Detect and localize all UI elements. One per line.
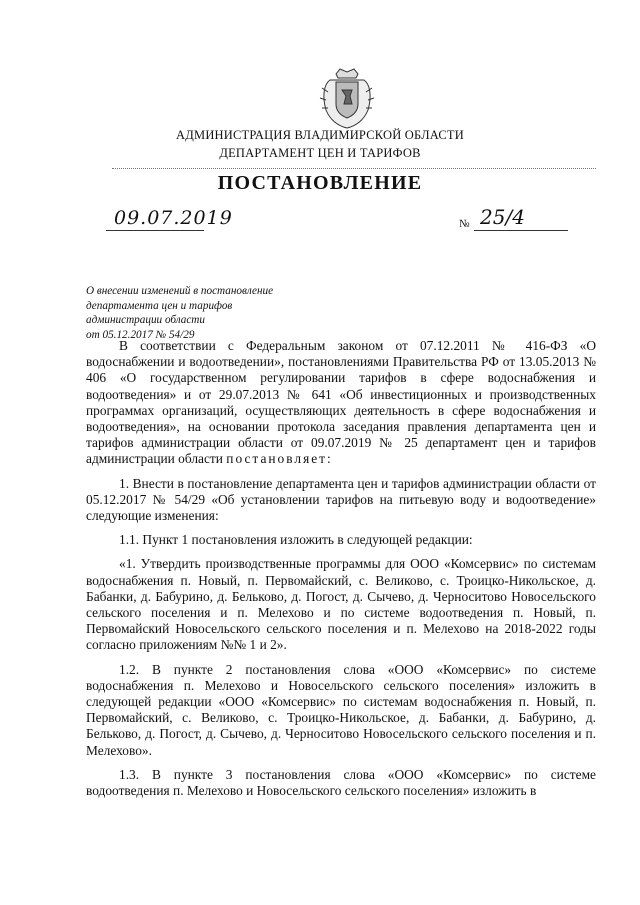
- document-body: [86, 338, 596, 807]
- department-name: ДЕПАРТАМЕНТ ЦЕН И ТАРИФОВ: [219, 146, 421, 160]
- body-paragraph: 1. Внести в постановление департамента цен и тарифов администрации области от 05.12.2017 № 54/29 «Об установлении тарифов на питьевую воду и водоотведение» следующие изменения:: [86, 475, 596, 524]
- coat-of-arms-emblem: [316, 66, 378, 130]
- document-type-title: ПОСТАНОВЛЕНИЕ: [217, 172, 423, 194]
- preamble-text: В соответствии с Федеральным законом от 07.12.2011 № 416-ФЗ «О водоснабжении и водоотведении», постановлениями Правительства РФ от 13.05.2013 № 406 «О государственном регулировании тарифов в сфере водоснабжения и водоотведения» и от 29.07.2013 № 641 «Об инвестиционных и производственных программах организаций, осуществляющих деятельность в сфере водоснабжения и водоотведения», на основании протокола заседания правления департамента цен и тарифов администрации области от 09.07.2019 № 25 департамент цен и тарифов администрации области: [86, 338, 596, 467]
- subject-line: от 05.12.2017 № 54/29: [86, 328, 195, 341]
- subject-line: администрации области: [86, 314, 205, 326]
- body-paragraph: 1.1. Пункт 1 постановления изложить в следующей редакции:: [119, 532, 473, 548]
- document-subject: [86, 284, 273, 342]
- document-number: 25/4: [480, 205, 525, 229]
- body-paragraph: 1.3. В пункте 3 постановления слова «ООО «Комсервис» по системе водоотведения п. Мелехово и Новосельского сельского поселения» изложить в: [86, 766, 596, 799]
- number-underline: [474, 230, 568, 231]
- organization-name: АДМИНИСТРАЦИЯ ВЛАДИМИРСКОЙ ОБЛАСТИ: [176, 128, 464, 142]
- resolves-word: постановляет:: [226, 451, 333, 467]
- body-paragraph: «1. Утвердить производственные программы для ООО «Комсервис» по системам водоснабжения п. Новый, п. Первомайский, с. Великово, с. Троицко-Никольское, д. Бабанки, д. Бабурино, д. Бельково, д. Погост, д. Сычево, д. Черноситово Новосельского сельского поселения и п. Мелехово и по системе водоотведения п. Новый, п. Первомайский Новосельского сельского поселения и п. Мелехово на 2018-2022 годы согласно приложениям №№ 1 и 2».: [86, 556, 596, 653]
- number-label: №: [459, 218, 470, 230]
- body-paragraph: 1.2. В пункте 2 постановления слова «ООО «Комсервис» по системе водоснабжения п. Мелехово и Новосельского сельского поселения» изложить в следующей редакции «ООО «Комсервис» по системам водоснабжения п. Новый, п. Первомайский, с. Великово, с. Троицко-Никольское, д. Бабанки, д. Бабурино, д. Бельково, д. Погост, д. Сычево, д. Черноситово Новосельского сельского поселения и п. Мелехово».: [86, 661, 596, 758]
- header-divider: [112, 168, 596, 169]
- subject-line: департамента цен и тарифов: [86, 299, 233, 312]
- subject-line: О внесении изменений в постановление: [86, 285, 274, 297]
- document-date: 09.07.2019: [114, 207, 233, 229]
- date-underline: [106, 230, 204, 231]
- body-paragraph-preamble: [86, 338, 596, 468]
